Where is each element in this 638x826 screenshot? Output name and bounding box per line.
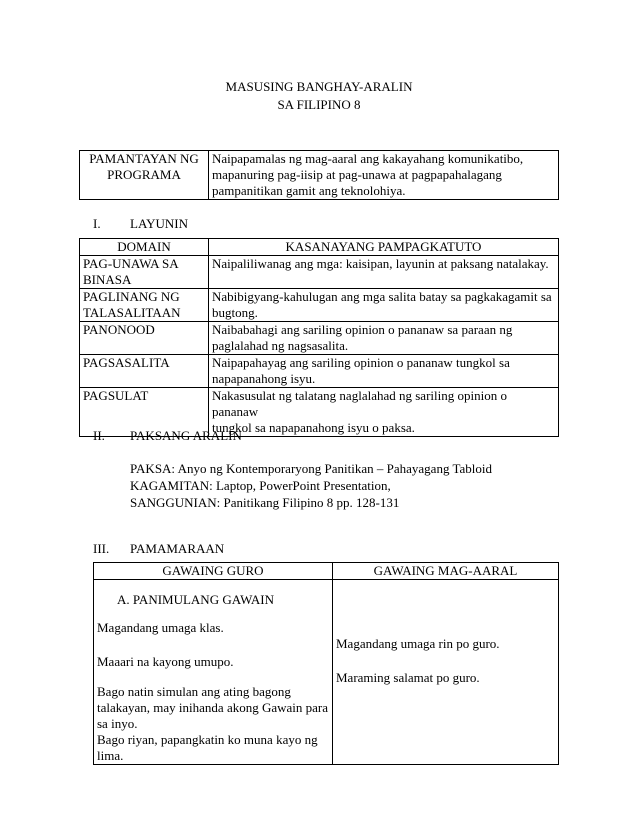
kasanayan-cell [209, 289, 559, 322]
domain-line: PAGSULAT [83, 388, 149, 403]
pamantayan-text-cell [209, 151, 559, 200]
kasanayan-cell [209, 322, 559, 355]
domain-line: PAGLINANG NG [83, 289, 180, 304]
guro-line: lima. [97, 748, 124, 763]
kagamitan-line: KAGAMITAN: Laptop, PowerPoint Presentation, [130, 478, 391, 493]
kasanayan-line: tungkol sa napapanahong isyu o paksa. [212, 420, 415, 435]
kasanayan-line: Naibabahagi ang sariling opinion o pananaw sa paraan ng [212, 322, 513, 337]
kasanayan-line: bugtong. [212, 305, 258, 320]
kasanayan-cell [209, 388, 559, 437]
col-domain-header: DOMAIN [80, 239, 209, 256]
guro-line: talakayan, may inihanda akong Gawain para [97, 700, 329, 715]
kasanayan-line: Nakasusulat ng talatang naglalahad ng sariling opinion o pananaw [212, 388, 507, 419]
pamantayan-label-line2: PROGRAMA [107, 167, 181, 182]
domain-line: PANONOOD [83, 322, 155, 337]
pamantayan-table [79, 150, 559, 200]
mag-aaral-line: Maraming salamat po guro. [336, 670, 480, 685]
domain-cell [80, 322, 209, 355]
kasanayan-line: Nabibigyang-kahulugan ang mga salita batay sa pagkakagamit sa [212, 289, 552, 304]
document-subtitle: SA FILIPINO 8 [277, 97, 361, 112]
pamantayan-row [80, 151, 559, 200]
domain-cell [80, 256, 209, 289]
document-title: MASUSING BANGHAY-ARALIN [225, 79, 413, 94]
paksa-line: PAKSA: Anyo ng Kontemporaryong Panitikan – Pahayagang Tabloid [130, 461, 492, 476]
guro-line: Magandang umaga klas. [97, 620, 224, 635]
layunin-row [80, 256, 559, 289]
kasanayan-line: napapanahong isyu. [212, 371, 316, 386]
layunin-header-row [80, 239, 559, 256]
section-1-title: LAYUNIN [130, 216, 189, 231]
guro-cell [94, 580, 333, 765]
section-1-number: I. [93, 216, 101, 231]
layunin-row [80, 289, 559, 322]
col-kasanayan-header: KASANAYANG PAMPAGKATUTO [209, 239, 559, 256]
domain-line: PAGSASALITA [83, 355, 170, 370]
layunin-row [80, 355, 559, 388]
kasanayan-line: Naipaliliwanag ang mga: kaisipan, layunin at paksang natalakay. [212, 256, 549, 271]
kasanayan-line: Naipapahayag ang sariling opinion o pananaw tungkol sa [212, 355, 510, 370]
mag-aaral-cell [333, 580, 559, 765]
pamantayan-text-line: pampanitikan gamit ang teknolohiya. [212, 183, 406, 198]
section-3-number: III. [93, 541, 110, 556]
pamantayan-label-cell [80, 151, 209, 200]
guro-line: Bago natin simulan ang ating bagong [97, 684, 291, 699]
section-2-title: PAKSANG ARALIN [130, 428, 242, 443]
domain-line: TALASALITAAN [83, 305, 181, 320]
col-guro-header: GAWAING GURO [94, 563, 333, 580]
guro-line: Maaari na kayong umupo. [97, 654, 234, 669]
sanggunian-line: SANGGUNIAN: Panitikang Filipino 8 pp. 128-131 [130, 495, 400, 510]
domain-cell [80, 355, 209, 388]
domain-line: BINASA [83, 272, 132, 287]
mag-aaral-line: Magandang umaga rin po guro. [336, 636, 500, 651]
kasanayan-line: paglalahad ng nagsasalita. [212, 338, 349, 353]
kasanayan-cell [209, 355, 559, 388]
domain-cell [80, 289, 209, 322]
layunin-table [79, 238, 559, 437]
panimulang-gawain-heading: A. PANIMULANG GAWAIN [117, 592, 275, 607]
section-2-number: II. [93, 428, 105, 443]
guro-line: Bago riyan, papangkatin ko muna kayo ng [97, 732, 318, 747]
pamantayan-label-line1: PAMANTAYAN NG [89, 151, 199, 166]
section-3-title: PAMAMARAAN [130, 541, 225, 556]
pamamaraan-body-row [94, 580, 559, 765]
pamantayan-text-line: mapanuring pag-iisip at pag-unawa at pagpapahalagang [212, 167, 502, 182]
layunin-row [80, 322, 559, 355]
col-mag-aaral-header: GAWAING MAG-AARAL [333, 563, 559, 580]
pamantayan-text-line: Naipapamalas ng mag-aaral ang kakayahang komunikatibo, [212, 151, 524, 166]
domain-line: PAG-UNAWA SA [83, 256, 179, 271]
guro-line: sa inyo. [97, 716, 138, 731]
kasanayan-cell [209, 256, 559, 289]
pamamaraan-header-row [94, 563, 559, 580]
pamamaraan-table [93, 562, 559, 765]
